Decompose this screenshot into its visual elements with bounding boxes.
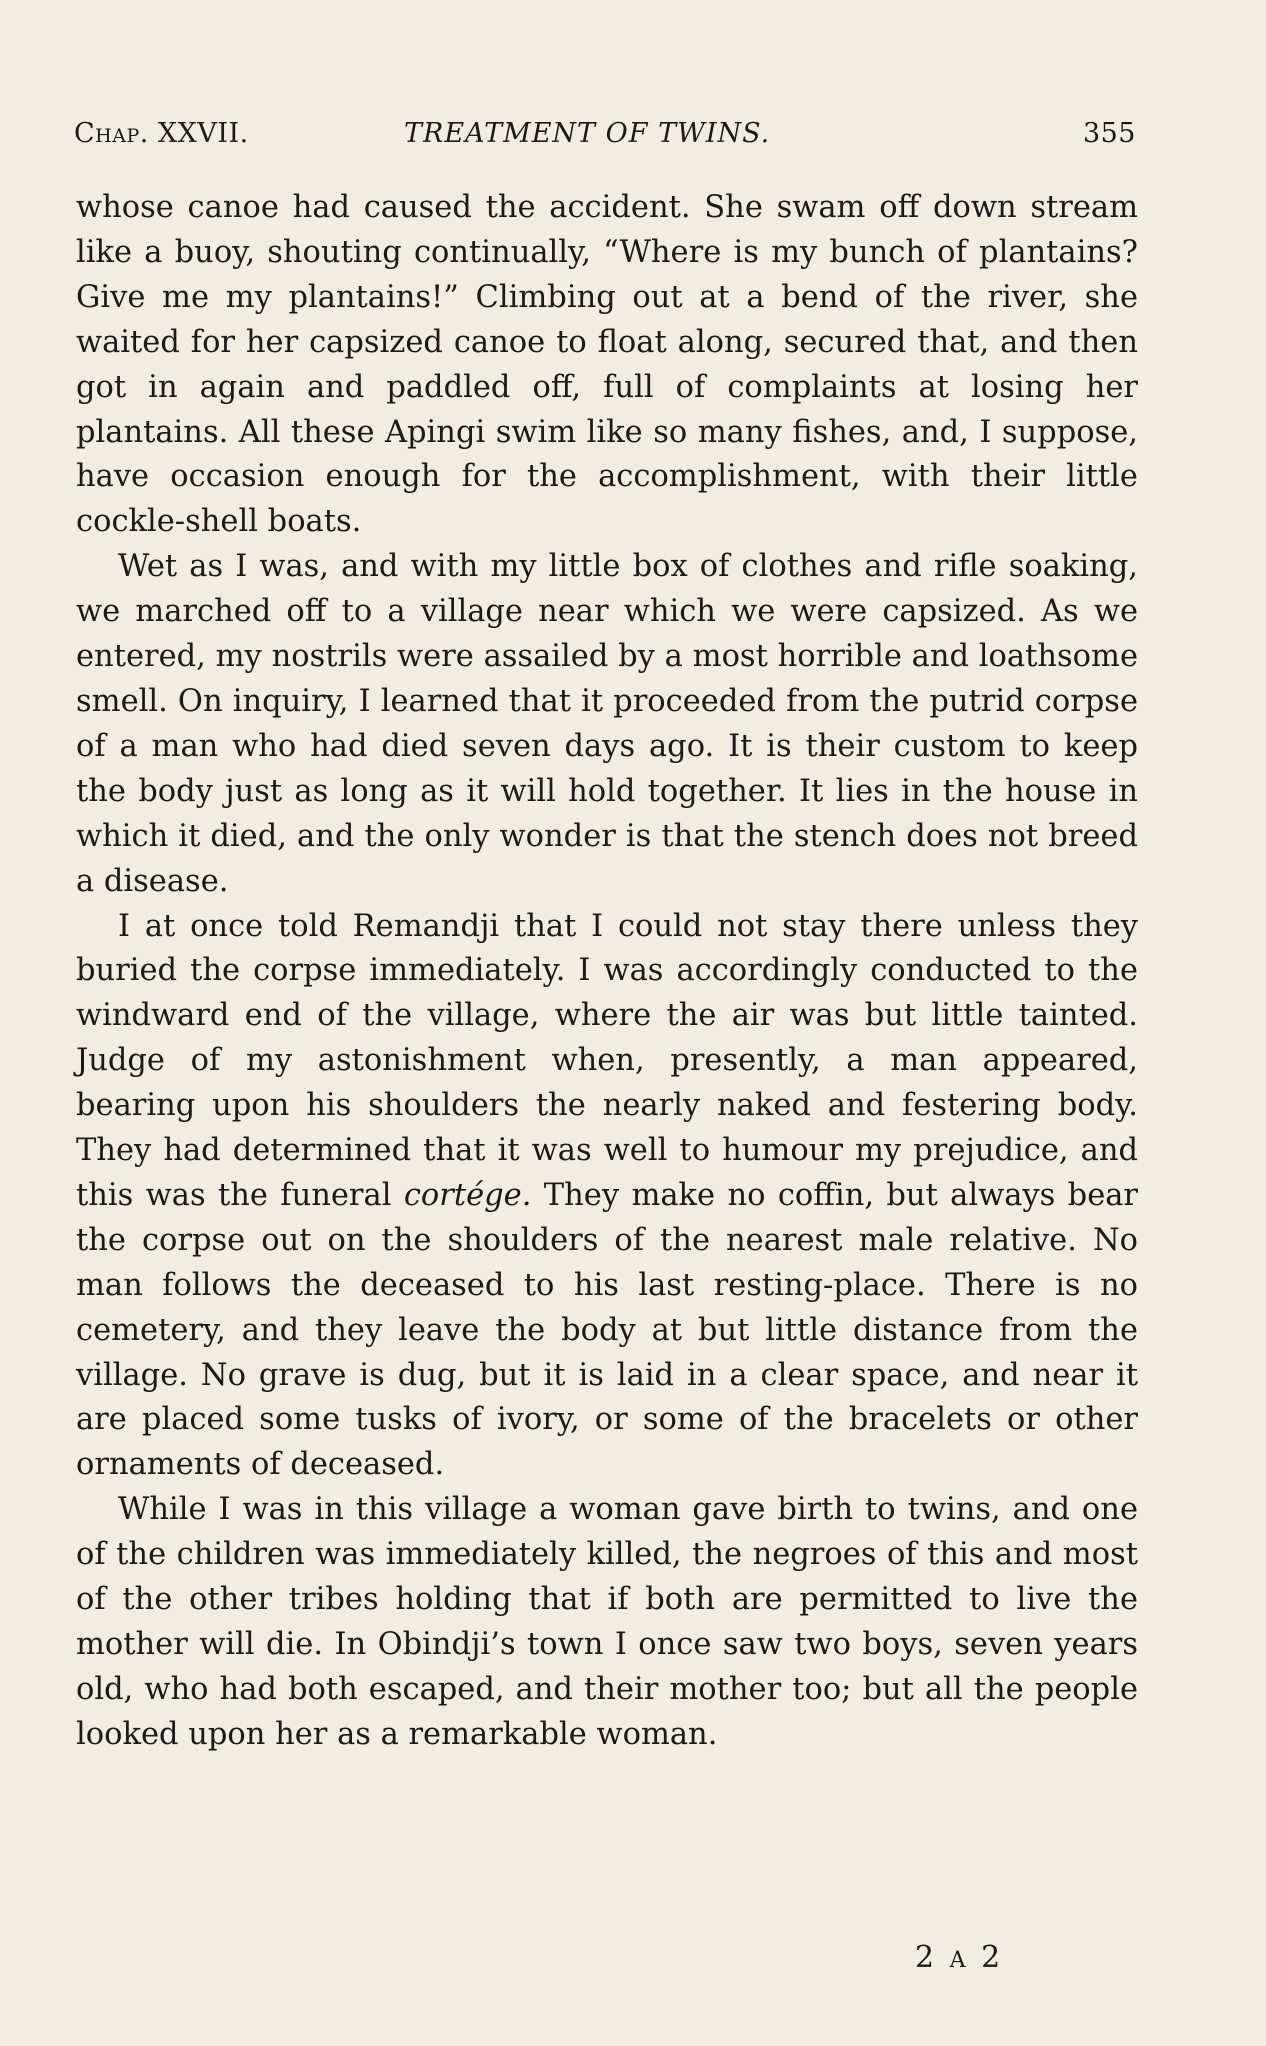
signature-right: 2 <box>981 1940 1004 1975</box>
chapter-label: Chap. XXVII. <box>74 118 249 149</box>
paragraph-4-text: While I was in this village a woman gave birth to twins, and one of the children was immediately killed, the negroes of this and most of the other tribes holding that if both are permitted to live the mother will die. In Obindji’s town I once saw two boys, seven years old, who had both escaped, and their mother too; but all the people looked upon her as a remarkable woman. <box>76 1492 1138 1752</box>
signature-left: 2 <box>915 1940 938 1975</box>
paragraph-1-text: whose canoe had caused the accident. She swam off down stream like a buoy, shouting continually, “Where is my bunch of plantains? Give me my plantains!” Climbing out at a bend of the river, she waited for her capsized canoe to float along, secured that, and then got in again and paddled off, full of complaints at losing her plantains. All these Apingi swim like so many fishes, and, I suppose, have occasion enough for the accomplishment, with their little cockle-shell boats. <box>76 190 1138 540</box>
body-text <box>76 186 1138 1758</box>
paragraph-3-text-after: They make no coffin, but always bear the corpse out on the shoulders of the nearest male relative. No man follows the deceased to his last resting-place. There is no cemetery, and they leave the body at but little distance from the village. No grave is dug, but it is laid in a clear space, and near it are placed some tusks of ivory, or some of the bracelets or other ornaments of deceased. <box>76 1177 1139 1483</box>
signature-middle: A <box>949 1948 969 1973</box>
printer-signature-mark <box>915 1940 1003 1975</box>
paragraph-1 <box>76 186 1138 545</box>
running-header <box>74 118 1136 158</box>
running-title: TREATMENT OF TWINS. <box>404 118 771 149</box>
paragraph-4 <box>76 1488 1138 1757</box>
paragraph-3 <box>76 905 1138 1489</box>
paragraph-3-text-before: I at once told Remandji that I could not stay there unless they buried the corpse immediately. I was accordingly conducted to the windward end of the village, where the air was but little tainted. Judge of my astonishment when, presently, a man appeared, bearing upon his shoulders the nearly naked and festering body. They had determined that it was well to humour my prejudice, and this was the funeral <box>76 908 1138 1213</box>
paragraph-2-text: Wet as I was, and with my little box of clothes and rifle soaking, we marched off to a village near which we were capsized. As we entered, my nostrils were assailed by a most horrible and loathsome smell. On inquiry, I learned that it proceeded from the putrid corpse of a man who had died seven days ago. It is their custom to keep the body just as long as it will hold together. It lies in the house in which it died, and the only wonder is that the stench does not breed a disease. <box>76 549 1138 899</box>
paragraph-2 <box>76 545 1138 904</box>
page-number: 355 <box>1082 118 1136 149</box>
paragraph-3-italic-word: cortége. <box>403 1177 532 1213</box>
